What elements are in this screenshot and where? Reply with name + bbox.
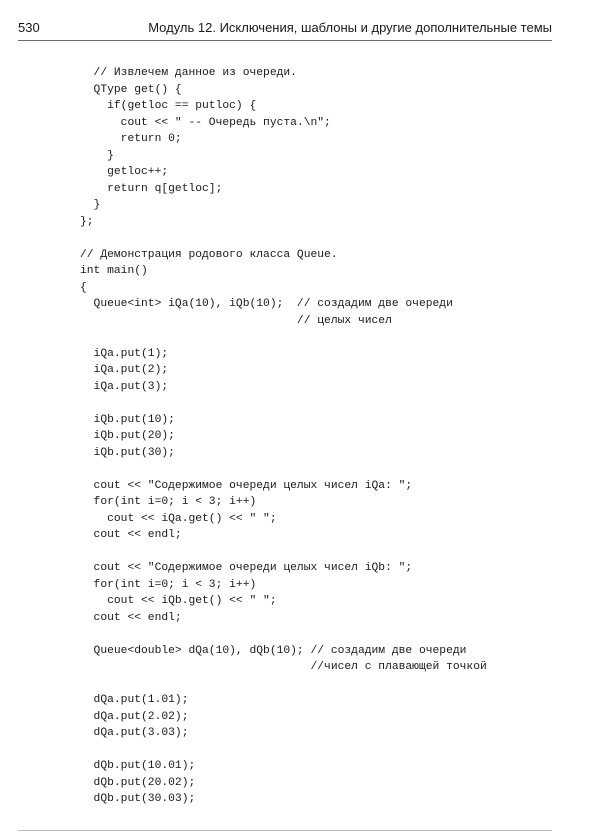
code-line: dQa.put(2.02); — [80, 710, 189, 723]
page-header — [0, 0, 600, 44]
code-line — [80, 544, 580, 561]
code-line: iQa.put(2); — [80, 364, 169, 376]
code-line: }; — [80, 215, 94, 228]
code-line: for(int i=0; i < 3; i++) — [80, 496, 257, 508]
code-line: dQa.put(3.03); — [80, 727, 189, 739]
code-line — [80, 230, 580, 247]
code-line: // Извлечем данное из очереди. — [80, 67, 297, 79]
code-line: cout << iQb.get() << " "; — [80, 595, 277, 607]
code-line: } — [80, 149, 114, 162]
code-line: iQa.put(1); — [80, 347, 169, 360]
header-rule — [18, 40, 552, 41]
page-number: 530 — [18, 20, 40, 35]
code-line: } — [80, 199, 101, 211]
code-line: // Демонстрация родового класса Queue. — [80, 248, 338, 261]
code-line: dQb.put(30.03); — [80, 793, 196, 805]
code-line: cout << endl; — [80, 611, 182, 624]
code-line: cout << iQa.get() << " "; — [80, 512, 277, 525]
code-line: int main() — [80, 265, 148, 277]
code-line: return q[getloc]; — [80, 182, 223, 195]
code-line: Queue<int> iQa(10), iQb(10); // создадим две очереди — [80, 298, 453, 310]
running-title: Модуль 12. Исключения, шаблоны и другие дополнительные темы — [148, 20, 552, 35]
code-line: QType get() { — [80, 83, 182, 96]
code-listing — [80, 65, 580, 808]
code-line — [80, 676, 580, 693]
code-line: cout << "Содержимое очереди целых чисел iQb: "; — [80, 562, 413, 574]
footer-rule — [18, 830, 552, 831]
code-line: iQb.put(30); — [80, 446, 175, 459]
code-line: { — [80, 281, 87, 294]
code-line: return 0; — [80, 133, 182, 145]
code-line: cout << "Содержимое очереди целых чисел iQa: "; — [80, 479, 413, 492]
code-line — [80, 395, 580, 412]
code-line: for(int i=0; i < 3; i++) — [80, 578, 257, 591]
code-line — [80, 329, 580, 346]
code-line: iQa.put(3); — [80, 380, 169, 393]
code-line: iQb.put(20); — [80, 430, 175, 442]
code-line: //чисел с плавающей точкой — [80, 661, 487, 673]
code-line: cout << " -- Очередь пуста.\n"; — [80, 116, 331, 129]
code-line: Queue<double> dQa(10), dQb(10); // создадим две очереди — [80, 644, 467, 657]
code-line: getloc++; — [80, 166, 169, 178]
code-line: iQb.put(10); — [80, 413, 175, 426]
code-line: if(getloc == putloc) { — [80, 100, 257, 112]
code-line: // целых чисел — [80, 314, 392, 327]
code-line: cout << endl; — [80, 529, 182, 541]
code-line: dQa.put(1.01); — [80, 694, 189, 706]
code-line — [80, 461, 580, 478]
code-line: dQb.put(10.01); — [80, 760, 196, 772]
code-line — [80, 626, 580, 643]
code-line — [80, 742, 580, 759]
code-line: dQb.put(20.02); — [80, 776, 196, 789]
